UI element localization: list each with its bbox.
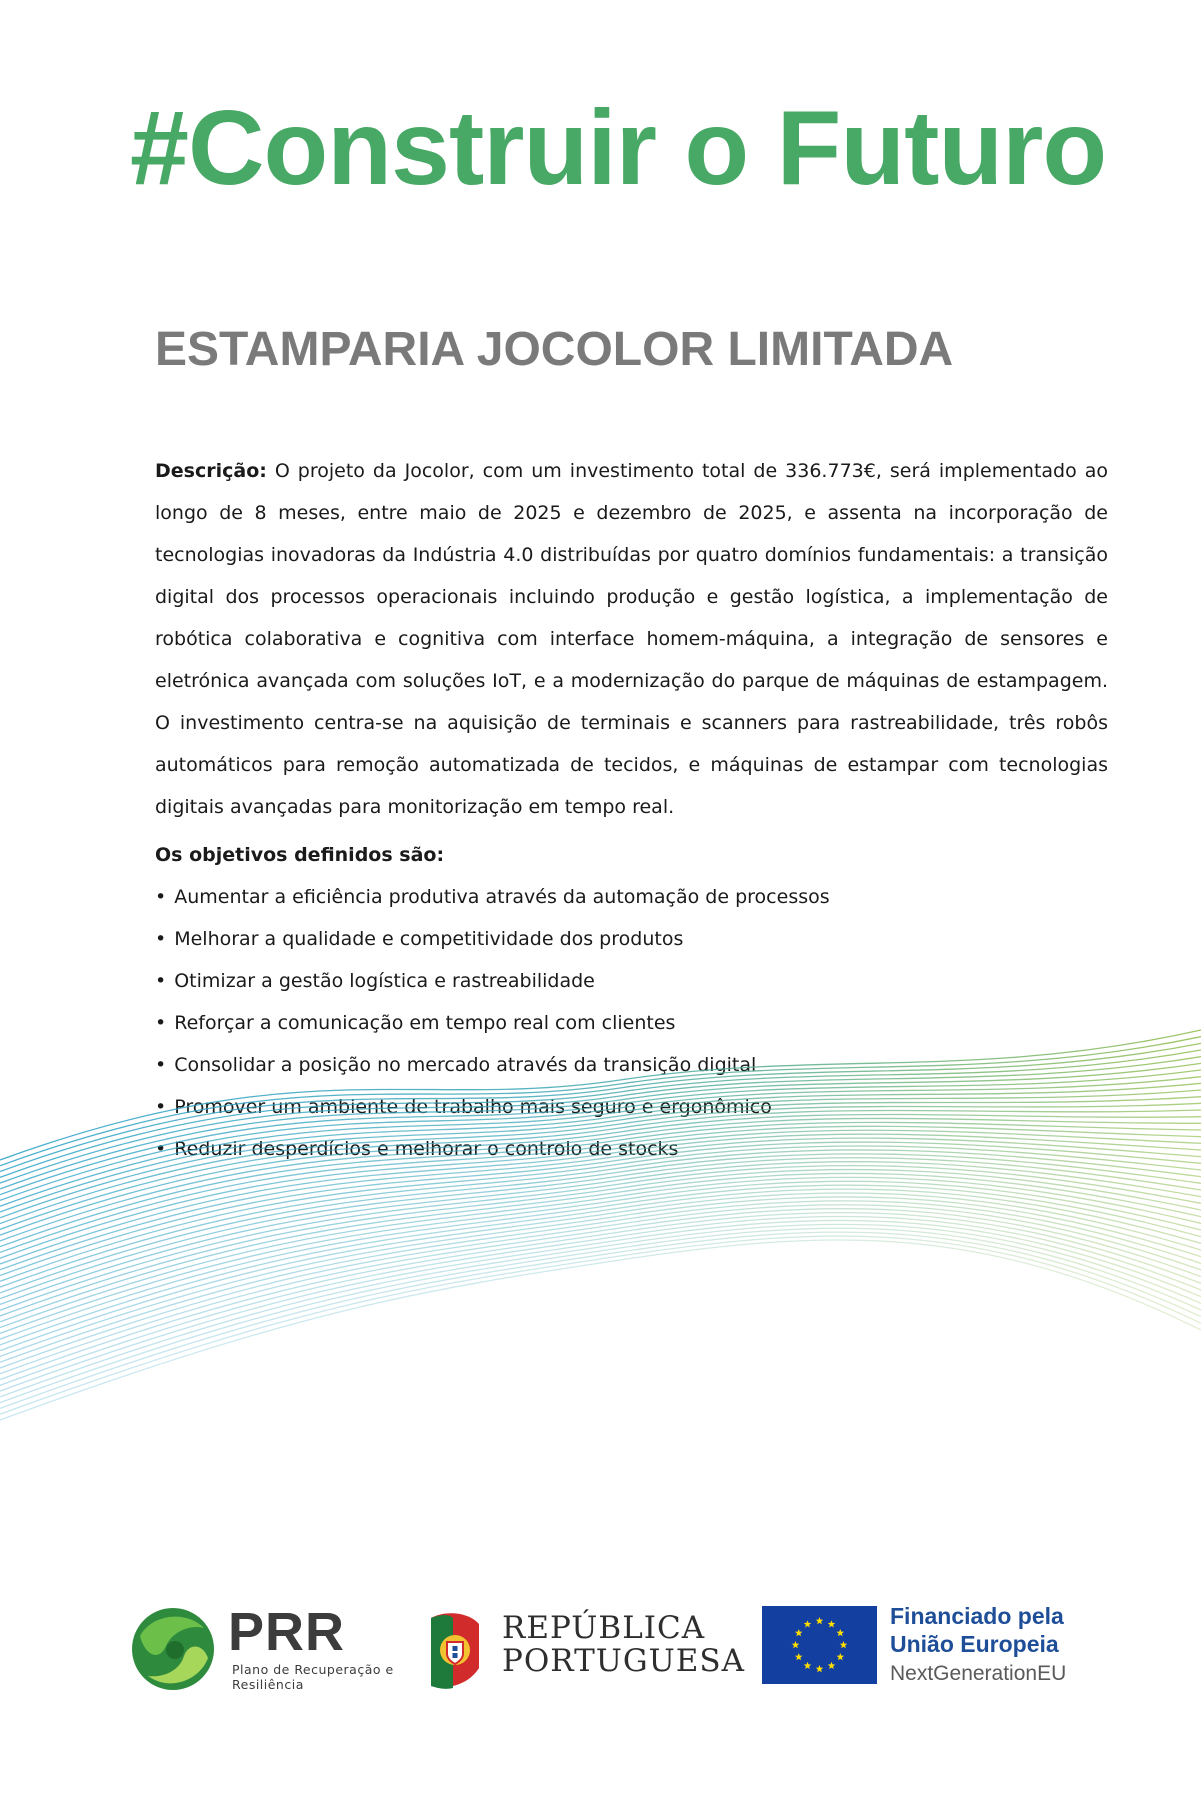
objective-item: [155, 1086, 1108, 1128]
objectives-list: [155, 876, 1108, 1170]
project-description-block: [155, 450, 1108, 1170]
bullet: •: [155, 928, 167, 950]
objective-item: [155, 876, 1108, 918]
wave-line: [0, 1216, 1201, 1385]
wave-line: [0, 1170, 1201, 1316]
wave-line: [0, 1177, 1201, 1327]
wave-line: [0, 1201, 1201, 1362]
wave-line: [0, 1209, 1201, 1374]
portuguese-republic-emblem-icon: [425, 1608, 485, 1692]
bullet: •: [155, 1012, 167, 1034]
eu-flag-icon: [762, 1606, 877, 1684]
eu-funding-text: [890, 1602, 1066, 1690]
wave-line: [0, 1158, 1201, 1299]
bullet: •: [155, 886, 167, 908]
funding-logos: [0, 1590, 1201, 1720]
wave-line: [0, 1220, 1201, 1391]
objective-item: [155, 1002, 1108, 1044]
description-paragraph: [155, 450, 1108, 828]
wave-line: [0, 1240, 1201, 1420]
description-text: O projeto da Jocolor, com um investimento total de 336.773€, será implementado ao longo de 8 meses, entre maio de 2025 e dezembro de 2025, e assenta na incorporação de tecnologias inovadoras da Indústria 4.0 distribuídas por quatro domínios fundamentais: a transição digital dos processos operacionais incluindo produção e gestão logística, a implementação de robótica colaborativa e cognitiva com interface homem-máquina, a integração de sensores e eletrónica avançada com soluções IoT, e a modernização do parque de máquinas de estampagem. O investimento centra-se na aquisição de terminais e scanners para rastreabilidade, três robôs automáticos para remoção automatizada de tecidos, e máquinas de estampar com tecnologias digitais avançadas para monitorização em tempo real.: [155, 460, 1108, 818]
bullet: •: [155, 970, 167, 992]
objective-item: [155, 1044, 1108, 1086]
wave-line: [0, 1162, 1201, 1305]
wave-line: [0, 1213, 1201, 1380]
wave-line: [0, 1185, 1201, 1339]
objective-text: Consolidar a posição no mercado através da transição digital: [174, 1054, 757, 1076]
wave-line: [0, 1205, 1201, 1368]
objective-item: [155, 1128, 1108, 1170]
objective-item: [155, 960, 1108, 1002]
objective-text: Melhorar a qualidade e competitividade dos produtos: [174, 928, 684, 950]
eu-line-3: NextGenerationEU: [890, 1662, 1067, 1685]
objective-item: [155, 918, 1108, 960]
wave-line: [0, 1236, 1201, 1414]
wave-line: [0, 1232, 1201, 1408]
objective-text: Reduzir desperdícios e melhorar o controlo de stocks: [174, 1138, 679, 1160]
wave-line: [0, 1173, 1201, 1321]
wave-line: [0, 1197, 1201, 1357]
bullet: •: [155, 1054, 167, 1076]
eu-line-1: Financiado pela: [890, 1603, 1064, 1629]
description-label: Descrição:: [155, 460, 267, 482]
bullet: •: [155, 1096, 167, 1118]
pt-line-1: REPÚBLICA: [502, 1610, 706, 1646]
objective-text: Otimizar a gestão logística e rastreabilidade: [174, 970, 595, 992]
wave-line: [0, 1154, 1201, 1293]
prr-subtitle: Plano de Recuperação e Resiliência: [232, 1662, 394, 1692]
bullet: •: [155, 1138, 167, 1160]
wave-line: [0, 1150, 1201, 1287]
eu-line-2: União Europeia: [890, 1631, 1059, 1657]
objective-text: Promover um ambiente de trabalho mais seguro e ergonômico: [174, 1096, 772, 1118]
objective-text: Aumentar a eficiência produtiva através da automação de processos: [174, 886, 830, 908]
objectives-heading: Os objetivos definidos são:: [155, 844, 445, 866]
wave-line: [0, 1189, 1201, 1345]
headline: #Construir o Futuro: [130, 89, 1107, 207]
portuguese-republic-text: [502, 1612, 745, 1678]
company-name: ESTAMPARIA JOCOLOR LIMITADA: [155, 323, 954, 376]
wave-line: [0, 1228, 1201, 1402]
objective-text: Reforçar a comunicação em tempo real com clientes: [174, 1012, 676, 1034]
wave-line: [0, 1193, 1201, 1351]
prr-logo-icon: [130, 1606, 216, 1692]
wave-line: [0, 1181, 1201, 1333]
pt-line-2: PORTUGUESA: [502, 1643, 746, 1679]
prr-title: PRR: [228, 1602, 346, 1662]
wave-line: [0, 1166, 1201, 1311]
wave-line: [0, 1224, 1201, 1397]
